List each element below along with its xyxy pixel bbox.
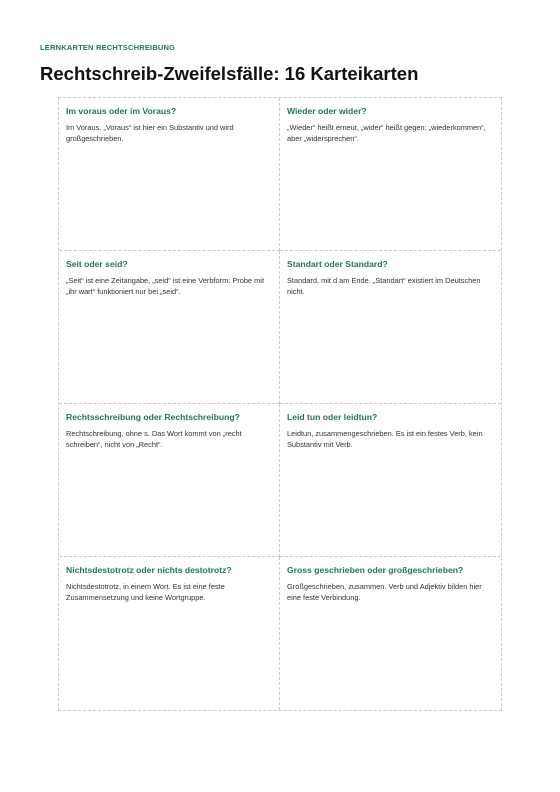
flashcard — [59, 251, 280, 404]
page-title: Rechtschreib-Zweifelsfälle: 16 Karteikarten — [40, 63, 419, 84]
card-answer: „Wieder“ heißt erneut, „wider“ heißt gegen: „wiederkommen“, aber „widersprechen“. — [287, 123, 486, 143]
card-answer: Großgeschrieben, zusammen. Verb und Adjektiv bilden hier eine feste Verbindung. — [287, 582, 482, 602]
card-question: Wieder oder wider? — [287, 106, 367, 116]
flashcard — [59, 404, 280, 557]
flashcard — [280, 98, 501, 251]
card-question: Gross geschrieben oder großgeschrieben? — [287, 565, 464, 575]
card-question: Rechtsschreibung oder Rechtschreibung? — [66, 412, 240, 422]
card-answer: Rechtschreibung, ohne s. Das Wort kommt von „recht schreiben“, nicht von „Recht“. — [66, 429, 242, 449]
card-question: Seit oder seid? — [66, 259, 128, 269]
card-answer: „Seit“ ist eine Zeitangabe, „seid“ ist eine Verbform: Probe mit „ihr wart“ funktioniert nur bei „seid“. — [66, 276, 264, 296]
card-answer: Standard, mit d am Ende. „Standart“ existiert im Deutschen nicht. — [287, 276, 481, 296]
flashcard-grid — [58, 97, 502, 711]
card-question: Im voraus oder im Voraus? — [66, 106, 177, 116]
card-answer: Nichtsdestotrotz, in einem Wort. Es ist eine feste Zusammensetzung und keine Wortgruppe. — [66, 582, 225, 602]
kicker-label: LERNKARTEN RECHTSCHREIBUNG — [40, 43, 176, 52]
card-question: Leid tun oder leidtun? — [287, 412, 378, 422]
flashcard — [280, 404, 501, 557]
flashcard — [280, 557, 501, 710]
flashcard — [59, 557, 280, 710]
flashcard — [59, 98, 280, 251]
card-answer: Leidtun, zusammengeschrieben. Es ist ein festes Verb, kein Substantiv mit Verb. — [287, 429, 483, 449]
card-question: Standart oder Standard? — [287, 259, 388, 269]
card-answer: Im Voraus. „Voraus“ ist hier ein Substantiv und wird großgeschrieben. — [66, 123, 234, 143]
flashcard — [280, 251, 501, 404]
card-question: Nichtsdestotrotz oder nichts destotrotz? — [66, 565, 232, 575]
